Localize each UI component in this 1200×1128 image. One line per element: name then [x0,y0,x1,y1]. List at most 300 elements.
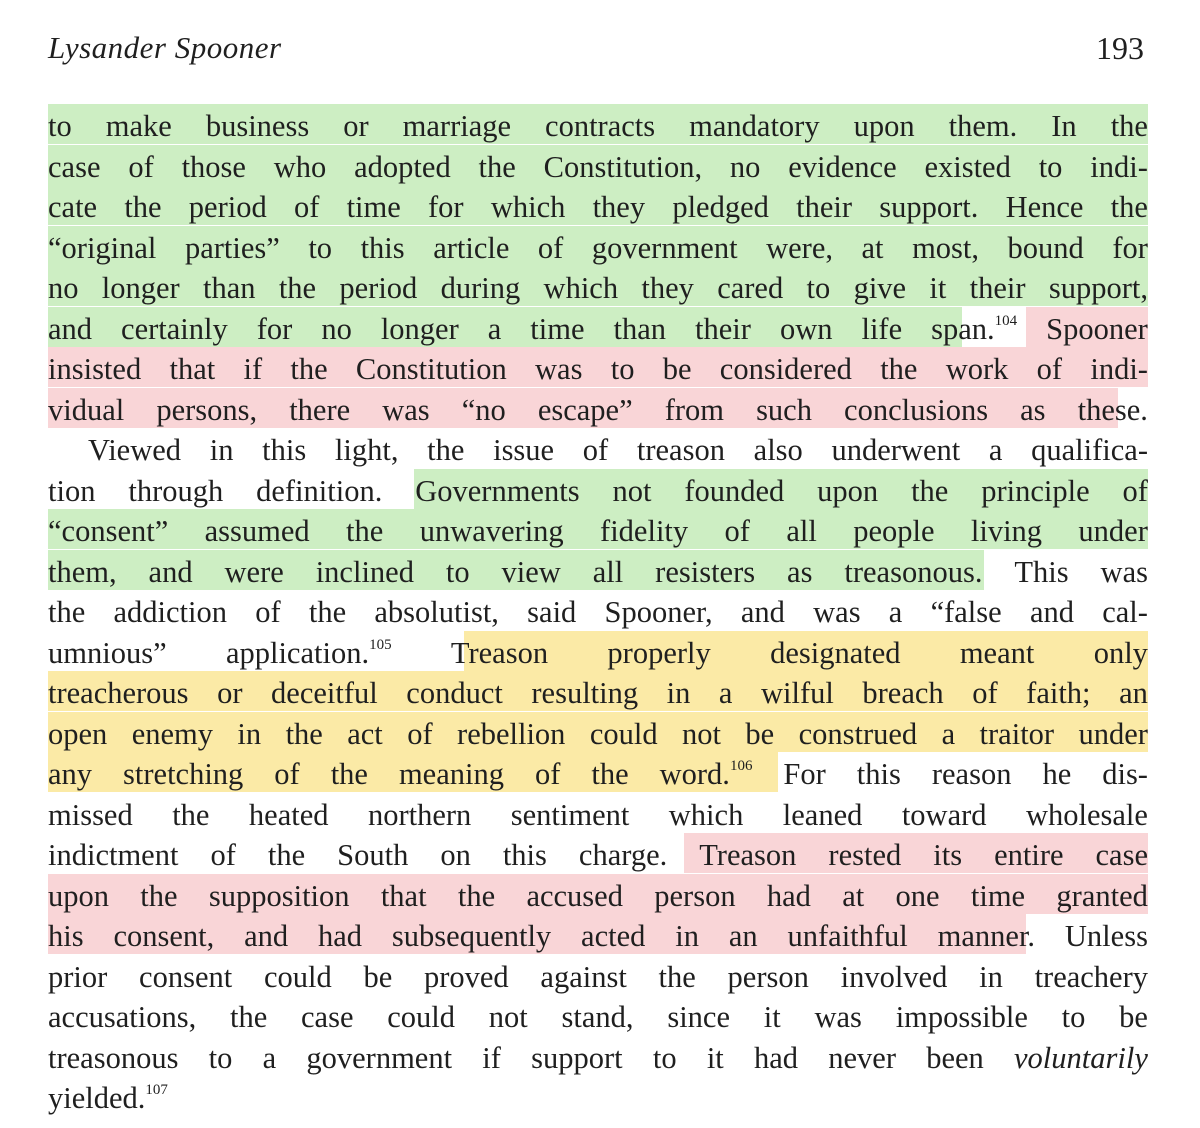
word: parties” [184,230,280,265]
word: all [786,514,817,548]
word: fidelity [600,514,689,548]
word: business [205,109,310,143]
word: his [48,919,84,953]
word: was [814,1000,862,1034]
word: treacherous [48,676,189,710]
word: it [763,1000,781,1034]
word: since [667,1000,730,1034]
word: were [224,554,284,589]
word: government [306,1040,453,1075]
word: escape” [537,392,633,427]
word: application.$^{105}$ [225,635,392,670]
word: rebellion [457,716,566,751]
running-title: Lysander Spooner [48,30,282,65]
word: Spooner, [604,595,713,629]
word: through [128,473,224,508]
word: northern [367,797,472,832]
word: was [382,392,430,427]
text-line [48,1038,1148,1078]
word: treason [636,433,725,467]
word: and [48,311,93,346]
word: time [346,190,401,224]
word: any [48,757,93,791]
word: an [1119,676,1148,710]
text-line [48,795,1148,835]
word: support, [1048,271,1148,305]
word: in [979,959,1003,994]
word: was [535,352,583,386]
word: never [828,1040,896,1075]
word: all [592,554,624,589]
word: cared [717,271,784,305]
word: and [148,554,193,589]
word: open [48,716,108,751]
word: life [861,311,903,346]
text-line [48,592,1148,632]
word: had [754,1040,799,1075]
text-line [48,633,1148,673]
word: support [531,1040,623,1075]
word: was [1100,554,1148,589]
word: construed [798,716,918,751]
word: Viewed [88,433,182,467]
word: view [501,554,561,589]
word: the [278,271,317,305]
word: assumed [204,514,310,548]
word: said [527,595,577,629]
word: indi- [1090,352,1148,386]
word: adopted [354,149,451,184]
word: the [290,352,328,386]
word: government [591,230,738,265]
word: span.$^{104}$ [931,311,1018,346]
text-line [48,349,1148,389]
word: at [861,230,884,265]
text-line [48,957,1148,997]
word: Hence [1005,190,1084,224]
word: treasonous [48,1040,179,1075]
word: one [895,878,940,913]
word: bound [1007,230,1084,265]
word: entire [994,838,1064,872]
word: than [203,271,256,305]
word: mandatory [689,109,820,143]
word: which [668,797,744,832]
word: contracts [545,109,656,143]
word: of [724,514,750,548]
word: if [243,352,263,386]
word: cal- [1102,595,1148,629]
word: “false [930,595,1002,629]
word: than [613,311,667,346]
word: could [263,959,332,994]
word: Treason [450,635,549,670]
word: been [926,1040,984,1075]
word: consent [139,959,233,994]
word: charge. [578,838,668,872]
word: dis- [1102,757,1148,791]
word: person [727,959,809,994]
word: qualifica- [1031,433,1148,467]
word: toward [901,797,987,832]
word: not [682,716,721,751]
word: sentiment [510,797,630,832]
word: the [229,1000,268,1034]
word: could [589,716,658,751]
word: on [440,838,471,872]
text-line [48,552,1148,592]
text-line [48,430,1148,470]
word: for [1112,230,1148,265]
footnote-ref: 104 [994,312,1018,329]
word: such [756,392,812,427]
word: during [440,271,521,305]
text-line [48,511,1148,551]
word: Treason [699,838,797,872]
word: be [363,959,393,994]
word: most, [912,230,980,265]
text-line [48,147,1148,187]
word: the [457,878,496,913]
word: supposition [208,878,350,913]
word: heated [248,797,329,832]
word: indictment [48,838,179,872]
word: prior [48,959,108,994]
word: these. [1077,392,1148,427]
word: that [380,878,427,913]
word: it [929,271,947,305]
word: case [301,1000,354,1034]
word: upon [48,878,109,913]
word: of [537,230,564,265]
word: case [48,149,101,184]
word: also [753,433,803,467]
word: addiction [113,595,227,629]
word: which [490,190,566,224]
word: which [543,271,619,305]
footnote-ref: 106 [729,758,753,774]
word: a [262,1040,277,1075]
word: Governments [415,473,580,508]
word: and [244,919,289,953]
word: a [718,676,733,710]
word: upon [817,473,879,508]
word: this [262,433,307,467]
word: stretching [123,757,244,791]
word: at [842,878,865,913]
word: this [856,757,901,791]
word: treachery [1034,959,1148,994]
word: to [1038,149,1063,184]
word: as [1020,392,1046,427]
word: vidual [48,392,125,427]
word: or [343,109,369,143]
word: as [787,554,813,589]
word: the [911,473,949,508]
word: stand, [561,1000,634,1034]
word: “no [461,392,506,427]
word: longer [101,271,180,305]
word: under [1078,716,1148,751]
word: meaning [398,757,504,791]
word: there [289,392,351,427]
word: This [1014,554,1069,589]
word: “consent” [48,514,169,548]
word: granted [1056,878,1148,913]
word: unfaithful [787,919,908,953]
word: consent, [113,919,215,953]
word: they [641,271,694,305]
word: the [124,190,162,224]
word: in [209,433,234,467]
word: considered [719,352,852,386]
word: treasonous. [844,554,983,589]
word: rested [828,838,902,872]
word: resisters [655,554,756,589]
word: for [428,190,464,224]
word: their [969,271,1026,305]
word: case [1095,838,1148,872]
word: accused [526,878,623,913]
word: persons, [156,392,258,427]
word: the [346,514,384,548]
footnote-ref: 105 [369,636,392,653]
word: principle [981,473,1090,508]
word: faith; [1026,676,1091,710]
word: the [308,595,347,629]
word: the [48,595,86,629]
word: acted [581,919,646,953]
word: them. [948,109,1018,143]
word: period [188,190,267,224]
word: issue [493,433,555,467]
word: those [181,149,246,184]
text-line [48,268,1148,308]
word: could [387,1000,456,1034]
word: Constitution [355,352,507,386]
word: period [339,271,418,305]
word: he [1042,757,1072,791]
word: cate [48,190,98,224]
word: properly [607,635,711,670]
word: certainly [121,311,228,346]
word: umnious” [48,635,167,670]
word: this [502,838,547,872]
word: the [1110,190,1148,224]
page-number: 193 [1096,30,1144,66]
word: act [347,716,383,751]
word: was [813,595,861,629]
word: of [534,757,561,791]
word: and [1029,595,1074,629]
word: the [330,757,368,791]
word: work [945,352,1009,386]
word: time [970,878,1026,913]
word: the [478,149,516,184]
text-line [48,997,1148,1037]
word: had [318,919,363,953]
word: support. [879,190,979,224]
word: founded [684,473,785,508]
word: a [888,595,903,629]
word: not [612,473,652,508]
word: against [540,959,627,994]
word: were, [766,230,833,265]
word: “original [48,230,157,265]
word: manner. [937,919,1036,953]
word: impossible [895,1000,1028,1034]
word: light, [334,433,399,467]
word: living [970,514,1043,548]
word: of [210,838,236,872]
word: pledged [672,190,769,224]
word: tion [48,473,96,508]
word: in [666,676,691,710]
word: involved [840,959,948,994]
word: them, [48,554,117,589]
word: the [591,757,629,791]
word: Unless [1064,919,1148,953]
word: the [880,352,918,386]
word: no [48,271,79,305]
word: accusations, [48,1000,197,1034]
word: article [433,230,510,265]
text-line [48,754,1148,794]
word: of [582,433,609,467]
word: people [853,514,935,548]
word: be [745,716,775,751]
word: existed [924,149,1011,184]
word: of [293,190,320,224]
word: under [1078,514,1148,548]
word: Spooner [1046,311,1148,346]
word: of [972,676,998,710]
word: of [274,757,300,791]
word: reason [931,757,1012,791]
text-line [48,309,1148,349]
word: breach [862,676,944,710]
word: conclusions [844,392,989,427]
word: of [1036,352,1063,386]
footnote-ref: 107 [145,1082,168,1098]
word: it [706,1040,724,1075]
word: absolutist, [374,595,499,629]
word: only [1093,635,1148,670]
word: designated [770,635,901,670]
word: had [766,878,811,913]
word: Constitution, [543,149,703,184]
word: subsequently [391,919,552,953]
word: person [654,878,736,913]
text-line [48,471,1148,511]
word: if [482,1040,501,1075]
word: and [740,595,785,629]
word: conduct [406,676,503,710]
word: in [675,919,699,953]
word: that [169,352,216,386]
word: from [664,392,724,427]
text-line [48,187,1148,227]
word: inclined [315,554,414,589]
word: this [360,230,405,265]
word: wholesale [1025,797,1148,832]
word: the [267,838,306,872]
word: no [321,311,352,346]
word: a [941,716,956,751]
word: the [140,878,178,913]
word: the [172,797,210,832]
word: give [853,271,907,305]
word: the [427,433,465,467]
word: For [783,757,826,791]
word: the [1110,109,1148,143]
word: their [796,190,852,224]
word: they [592,190,646,224]
word: resulting [531,676,639,710]
word: definition. [256,473,383,508]
word: deceitful [271,676,378,710]
word: of [407,716,433,751]
word: the [658,959,696,994]
word: own [779,311,833,346]
word: leaned [782,797,863,832]
word: meant [959,635,1035,670]
word: marriage [402,109,512,143]
word: or [217,676,243,710]
word: their [695,311,751,346]
word: the [285,716,323,751]
word: to [445,554,470,589]
word: who [273,149,327,184]
word: for [256,311,293,346]
text-line [48,673,1148,713]
word: longer [380,311,459,346]
word: of [128,149,154,184]
word: be [1119,1000,1148,1034]
text-line [48,876,1148,916]
text-line [48,228,1148,268]
text-line [48,1078,1148,1118]
word: in [237,716,262,751]
text-line [48,916,1148,956]
text-line [48,835,1148,875]
word: to [48,109,72,143]
text-line [48,714,1148,754]
word: its [933,838,963,872]
word: proved [423,959,509,994]
word: to [806,271,831,305]
word: to [610,352,635,386]
word: upon [853,109,915,143]
word: wilful [761,676,834,710]
word: of [255,595,281,629]
word: unwavering [419,514,564,548]
word: a [988,433,1003,467]
word: a [487,311,502,346]
word: to [208,1040,233,1075]
word: voluntarily [1014,1040,1148,1075]
word: indi- [1090,149,1148,184]
word: traitor [979,716,1055,751]
word: make [105,109,172,143]
text-line [48,106,1148,146]
word: word.$^{106}$ [659,757,753,791]
word: enemy [131,716,214,751]
word: to [308,230,333,265]
page-header [48,30,1144,74]
word: not [488,1000,528,1034]
word: an [728,919,758,953]
